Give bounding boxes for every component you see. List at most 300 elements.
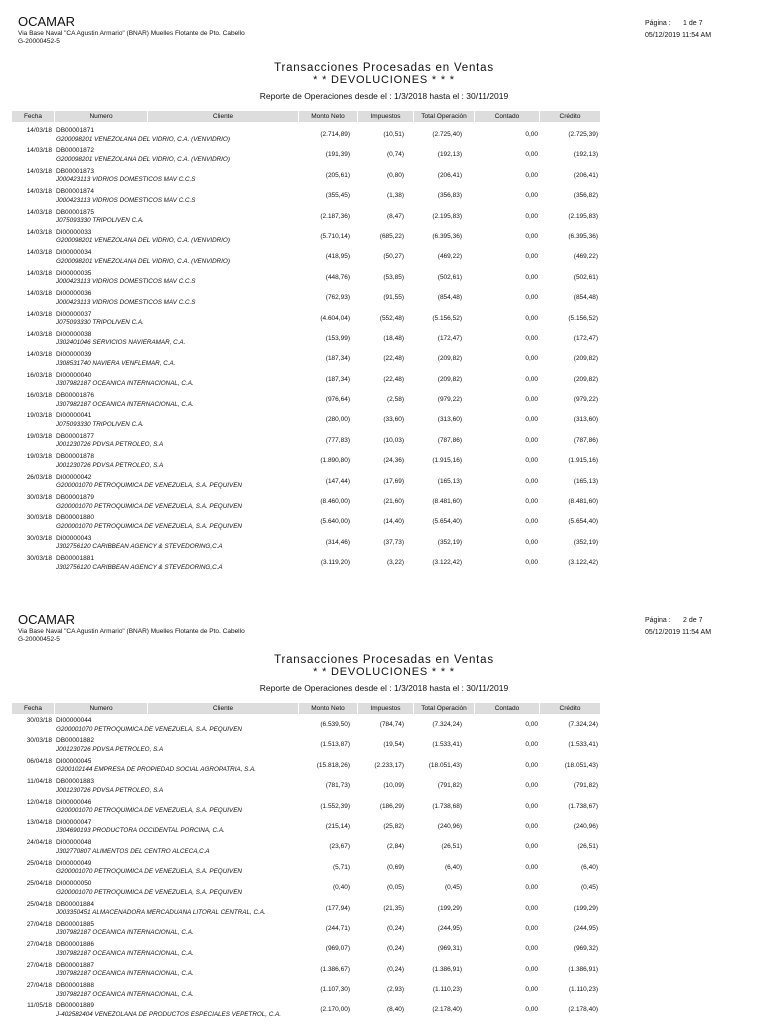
row-total: (3.122,42) [432,559,462,567]
header-total: Total Operación [414,111,475,122]
report-range: Reporte de Operaciones desde el : 1/3/2018 hasta el : 30/11/2019 [259,91,509,101]
table-row [12,288,757,308]
report-datetime: 05/12/2019 11:54 AM [645,32,712,39]
table-header [12,111,757,122]
company-name: OCAMAR [18,14,76,29]
header-credito: Crédito [540,111,601,122]
row-contado: 0,00 [525,863,538,871]
row-total: (969,31) [437,945,462,953]
company-address-block [18,628,245,644]
table-row [12,776,757,796]
row-credito: (502,61) [573,273,598,281]
table-row [12,166,757,186]
row-fecha: 30/03/18 [26,555,52,563]
row-cliente: J003350451 ALMACENADORA MERCADUANA LITORAL CENTRAL, C.A. [56,909,266,917]
row-contado: 0,00 [525,232,538,240]
row-impuestos: (0,24) [387,945,404,953]
row-impuestos: (685,22) [379,232,404,240]
row-impuestos: (10,09) [383,782,404,790]
row-total: (2.195,83) [432,212,462,220]
row-credito: (791,82) [573,782,598,790]
row-numero: DB00001873 [56,167,94,175]
row-contado: 0,00 [525,782,538,790]
table-row [12,390,757,410]
row-credito: (209,82) [573,355,598,363]
row-cliente: G200098201 VENEZOLANA DEL VIDRIO, C.A. (VENVIDRIO) [56,135,230,143]
row-monto-neto: (15.818,26) [316,761,350,769]
table-row [12,227,757,247]
row-cliente: J302756120 CARIBBEAN AGENCY & STEVEDORING,C.A [56,563,223,571]
row-impuestos: (17,69) [383,477,404,485]
row-fecha: 11/04/18 [27,778,52,786]
page-number: 2 de 7 [683,617,703,624]
row-monto-neto: (355,45) [325,192,350,200]
row-fecha: 14/03/18 [26,290,52,298]
row-contado: 0,00 [525,477,538,485]
row-credito: (854,48) [573,294,598,302]
header-contado: Contado [475,111,540,122]
table-row [12,817,757,837]
row-contado: 0,00 [525,924,538,932]
row-contado: 0,00 [525,721,538,728]
row-monto-neto: (23,67) [329,843,350,851]
row-monto-neto: (0,40) [333,884,350,892]
row-impuestos: (22,48) [383,355,404,363]
row-credito: (5.156,52) [568,314,598,322]
row-monto-neto: (314,46) [325,538,350,546]
row-credito: (313,60) [573,416,598,424]
table-row [12,410,757,430]
row-monto-neto: (153,99) [325,334,350,342]
row-credito: (0,45) [581,884,598,892]
row-impuestos: (8,40) [387,1006,404,1014]
table-row [12,960,757,980]
row-cliente: J000423113 VIDRIOS DOMESTICOS MAV C.C.S [56,196,196,204]
row-cliente: J000423113 VIDRIOS DOMESTICOS MAV C.C.S [56,176,196,184]
row-contado: 0,00 [525,171,538,179]
row-contado: 0,00 [525,192,538,200]
row-cliente: G200098201 VENEZOLANA DEL VIDRIO, C.A. (VENVIDRIO) [56,155,230,163]
row-fecha: 25/04/18 [26,880,52,888]
row-fecha: 14/03/18 [26,330,52,338]
row-credito: (240,96) [573,822,598,830]
row-impuestos: (3,22) [387,559,404,567]
row-total: (240,96) [437,822,462,830]
row-numero: DI00000037 [56,310,92,318]
table-row [12,492,757,512]
row-total: (6,40) [445,863,462,871]
row-numero: DI00000048 [56,839,92,847]
table-body [12,125,757,574]
row-contado: 0,00 [525,273,538,281]
row-monto-neto: (191,39) [325,151,350,159]
row-numero: DB00001876 [56,392,94,400]
row-numero: DB00001883 [56,778,94,786]
row-fecha: 30/03/18 [26,514,52,522]
row-fecha: 24/04/18 [26,839,52,847]
row-total: (352,19) [437,538,462,546]
table-row [12,553,757,573]
row-cliente: J001230726 PDVSA PETROLEO, S.A [56,441,164,449]
row-numero: DB00001886 [56,941,94,949]
row-monto-neto: (1.386,67) [320,965,350,973]
row-impuestos: (33,60) [383,416,404,424]
row-contado: 0,00 [525,131,538,138]
row-numero: DI00000046 [56,798,92,806]
row-impuestos: (21,35) [383,904,404,912]
row-credito: (979,22) [573,396,598,404]
page-number: 1 de 7 [683,20,703,27]
table-row [12,268,757,288]
table-row [12,899,757,919]
row-fecha: 30/03/18 [26,717,52,724]
row-fecha: 25/04/18 [26,859,52,867]
row-cliente: J075093330 TRIPOLIVEN C.A. [56,420,144,428]
row-total: (209,82) [437,375,462,383]
row-impuestos: (0,05) [387,884,404,892]
header-monto-neto: Monto Neto [299,703,358,714]
table-header [12,703,757,714]
company-address: Via Base Naval "CA Agustin Armario" (BNAR) Muelles Flotante de Pto. Cabello [18,30,245,37]
row-cliente: J302756120 CARIBBEAN AGENCY & STEVEDORING,C.A [56,543,223,551]
row-total: (192,13) [437,151,462,159]
row-fecha: 19/03/18 [26,432,52,440]
row-fecha: 13/04/18 [26,818,52,826]
row-contado: 0,00 [525,151,538,159]
header-credito: Crédito [540,703,601,714]
report-datetime: 05/12/2019 11:54 AM [645,629,712,636]
row-total: (1.533,41) [432,741,462,749]
row-monto-neto: (6.539,50) [320,721,350,728]
header-fecha: Fecha [12,111,55,122]
row-contado: 0,00 [525,538,538,546]
row-credito: (1.738,67) [568,802,598,810]
row-impuestos: (10,03) [383,436,404,444]
table-row [12,980,757,1000]
row-impuestos: (24,36) [383,457,404,465]
row-total: (165,13) [437,477,462,485]
row-monto-neto: (5.710,14) [320,232,350,240]
report-title: Transacciones Procesadas en Ventas [274,62,494,74]
row-total: (172,47) [437,334,462,342]
row-cliente: J-402582404 VENEZOLANA DE PRODUCTOS ESPECIALES VEPETROL, C.A. [56,1010,282,1018]
row-contado: 0,00 [525,965,538,973]
company-rif: G-20000452-5 [18,38,60,45]
row-monto-neto: (448,76) [325,273,350,281]
row-numero: DI00000039 [56,351,92,359]
row-monto-neto: (2.170,00) [320,1006,350,1014]
row-impuestos: (552,48) [379,314,404,322]
row-monto-neto: (4.604,04) [320,314,350,322]
row-monto-neto: (1.513,87) [320,741,350,749]
row-contado: 0,00 [525,945,538,953]
row-numero: DB00001874 [56,188,94,196]
row-numero: DI00000041 [56,412,92,420]
row-cliente: J307982187 OCEANICA INTERNACIONAL, C.A. [56,400,194,408]
row-fecha: 30/03/18 [26,737,52,745]
page-info [645,615,735,639]
table-row [12,1000,757,1020]
row-fecha: 30/03/18 [26,494,52,502]
row-monto-neto: (976,64) [325,396,350,404]
row-credito: (244,95) [573,924,598,932]
row-fecha: 14/03/18 [26,310,52,318]
row-credito: (1.533,41) [568,741,598,749]
row-credito: (2.195,83) [568,212,598,220]
table-row [12,919,757,939]
row-contado: 0,00 [525,253,538,261]
page-info [645,18,735,42]
report-subtitle: * * DEVOLUCIONES * * * [313,74,455,86]
row-credito: (18.051,43) [564,761,598,769]
header-fecha: Fecha [12,703,55,714]
row-cliente: J001230726 PDVSA PETROLEO, S.A [56,745,164,753]
row-credito: (356,82) [573,192,598,200]
company-address: Via Base Naval "CA Agustin Armario" (BNAR) Muelles Flotante de Pto. Cabello [18,628,245,635]
row-total: (1.386,91) [432,965,462,973]
row-fecha: 27/04/18 [26,982,52,990]
row-fecha: 14/03/18 [26,167,52,175]
row-contado: 0,00 [525,822,538,830]
row-monto-neto: (969,07) [325,945,350,953]
row-fecha: 19/03/18 [26,412,52,420]
row-total: (199,29) [437,904,462,912]
row-total: (313,60) [437,416,462,424]
row-fecha: 16/03/18 [26,371,52,379]
header-cliente: Cliente [148,703,299,714]
row-numero: DB00001884 [56,900,94,908]
page-label: Página : [645,617,671,624]
table-row [12,207,757,227]
row-monto-neto: (1.107,30) [320,986,350,994]
row-monto-neto: (762,93) [325,294,350,302]
row-numero: DI00000044 [56,717,92,724]
row-numero: DI00000040 [56,371,92,379]
row-cliente: G200001070 PETROQUIMICA DE VENEZUELA, S.A. PEQUIVEN [56,502,242,510]
report-page [0,605,768,1024]
table-row [12,247,757,267]
row-impuestos: (8,47) [387,212,404,220]
row-total: (0,45) [445,884,462,892]
row-credito: (469,22) [573,253,598,261]
row-credito: (3.122,42) [568,559,598,567]
table-row [12,797,757,817]
row-contado: 0,00 [525,843,538,851]
header-cliente: Cliente [148,111,299,122]
table-row [12,329,757,349]
table-row [12,186,757,206]
row-numero: DB00001887 [56,961,94,969]
row-fecha: 06/04/18 [26,757,52,765]
row-impuestos: (19,54) [383,741,404,749]
row-fecha: 14/03/18 [26,208,52,216]
row-monto-neto: (187,34) [325,375,350,383]
row-cliente: J307982187 OCEANICA INTERNACIONAL, C.A. [56,970,194,978]
row-contado: 0,00 [525,559,538,567]
row-numero: DI00000034 [56,249,92,257]
row-contado: 0,00 [525,396,538,404]
row-contado: 0,00 [525,904,538,912]
row-impuestos: (18,48) [383,334,404,342]
row-monto-neto: (1.890,80) [320,457,350,465]
row-cliente: J308531740 NAVIERA VENFLEMAR, C.A. [56,359,176,367]
row-total: (7.324,24) [432,721,462,728]
row-numero: DI00000035 [56,269,92,277]
row-contado: 0,00 [525,741,538,749]
row-numero: DB00001877 [56,432,94,440]
row-impuestos: (0,24) [387,965,404,973]
row-impuestos: (14,40) [383,518,404,526]
row-contado: 0,00 [525,375,538,383]
report-range: Reporte de Operaciones desde el : 1/3/2018 hasta el : 30/11/2019 [259,683,509,693]
row-credito: (969,32) [573,945,598,953]
row-monto-neto: (280,00) [325,416,350,424]
row-cliente: J001230726 PDVSA PETROLEO, S.A [56,461,164,469]
row-cliente: J075093330 TRIPOLIVEN C.A. [56,217,144,225]
row-total: (6.395,36) [432,232,462,240]
row-fecha: 27/04/18 [26,961,52,969]
row-total: (5.156,52) [432,314,462,322]
row-numero: DB00001885 [56,920,94,928]
row-numero: DB00001879 [56,494,94,502]
row-credito: (206,41) [573,171,598,179]
row-contado: 0,00 [525,314,538,322]
row-credito: (172,47) [573,334,598,342]
row-contado: 0,00 [525,294,538,302]
row-impuestos: (0,24) [387,924,404,932]
row-monto-neto: (147,44) [325,477,350,485]
row-impuestos: (53,85) [383,273,404,281]
row-monto-neto: (177,94) [325,904,350,912]
table-row [12,939,757,959]
row-cliente: J307982187 OCEANICA INTERNACIONAL, C.A. [56,929,194,937]
table-row [12,451,757,471]
row-contado: 0,00 [525,761,538,769]
row-numero: DB00001878 [56,453,94,461]
row-numero: DB00001882 [56,737,94,745]
row-fecha: 11/05/18 [27,1002,52,1010]
row-impuestos: (0,69) [387,863,404,871]
row-cliente: J001230726 PDVSA PETROLEO, S.A [56,786,164,794]
row-total: (5.654,40) [432,518,462,526]
row-fecha: 16/03/18 [26,392,52,400]
row-total: (1.738,68) [432,802,462,810]
table-row [12,125,757,145]
row-cliente: G200001070 PETROQUIMICA DE VENEZUELA, S.A. PEQUIVEN [56,482,242,490]
row-credito: (352,19) [573,538,598,546]
row-fecha: 27/04/18 [26,920,52,928]
row-total: (244,95) [437,924,462,932]
row-cliente: G200001070 PETROQUIMICA DE VENEZUELA, S.A. PEQUIVEN [56,807,242,815]
row-contado: 0,00 [525,457,538,465]
row-cliente: G200098201 VENEZOLANA DEL VIDRIO, C.A. (VENVIDRIO) [56,237,230,245]
row-contado: 0,00 [525,212,538,220]
row-cliente: J302401046 SERVICIOS NAVIERAMAR, C.A. [56,339,186,347]
row-fecha: 14/03/18 [26,269,52,277]
row-monto-neto: (2.714,89) [320,131,350,138]
row-impuestos: (0,74) [387,151,404,159]
row-monto-neto: (2.187,36) [320,212,350,220]
row-total: (8.481,60) [432,498,462,506]
table-row [12,533,757,553]
row-monto-neto: (205,61) [325,171,350,179]
table-row [12,370,757,390]
row-numero: DI00000033 [56,228,92,236]
row-contado: 0,00 [525,436,538,444]
row-credito: (6.395,36) [568,232,598,240]
row-credito: (165,13) [573,477,598,485]
row-cliente: G200001070 PETROQUIMICA DE VENEZUELA, S.A. PEQUIVEN [56,725,242,733]
row-total: (502,61) [437,273,462,281]
table-row [12,512,757,532]
row-total: (18.051,43) [428,761,462,769]
row-impuestos: (784,74) [379,721,404,728]
row-impuestos: (50,27) [383,253,404,261]
row-numero: DB00001871 [56,127,94,134]
table-row [12,837,757,857]
row-cliente: J000423113 VIDRIOS DOMESTICOS MAV C.C.S [56,298,196,306]
table-row [12,858,757,878]
row-fecha: 25/04/18 [26,900,52,908]
row-monto-neto: (215,14) [325,822,350,830]
row-total: (1.110,23) [432,986,462,994]
row-numero: DI00000036 [56,290,92,298]
table-row [12,145,757,165]
row-cliente: J302770807 ALIMENTOS DEL CENTRO ALCECA,C.A [56,847,210,855]
company-address-block [18,30,245,46]
table-row [12,735,757,755]
row-contado: 0,00 [525,518,538,526]
table-row [12,878,757,898]
row-total: (2.725,40) [432,131,462,138]
row-credito: (1.915,16) [568,457,598,465]
table-row [12,756,757,776]
row-total: (787,86) [437,436,462,444]
table-row [12,309,757,329]
row-credito: (1.386,91) [568,965,598,973]
row-credito: (8.481,60) [568,498,598,506]
row-credito: (192,13) [573,151,598,159]
row-numero: DI00000042 [56,473,92,481]
row-total: (1.915,16) [432,457,462,465]
row-fecha: 12/04/18 [26,798,52,806]
row-cliente: J307982187 OCEANICA INTERNACIONAL, C.A. [56,949,194,957]
row-monto-neto: (3.119,20) [320,559,350,567]
row-credito: (209,82) [573,375,598,383]
report-subtitle: * * DEVOLUCIONES * * * [313,666,455,678]
row-impuestos: (10,51) [383,131,404,138]
row-numero: DI00000038 [56,330,92,338]
header-numero: Numero [55,703,148,714]
row-numero: DB00001888 [56,982,94,990]
row-impuestos: (2.233,17) [374,761,404,769]
row-fecha: 14/03/18 [26,127,52,134]
row-monto-neto: (5.640,00) [320,518,350,526]
row-monto-neto: (418,95) [325,253,350,261]
row-cliente: J000423113 VIDRIOS DOMESTICOS MAV C.C.S [56,278,196,286]
report-titles [0,62,768,101]
row-cliente: G200102144 EMPRESA DE PROPIEDAD SOCIAL AGROPATRIA, S.A. [56,766,257,774]
table-row [12,349,757,369]
row-total: (26,51) [441,843,462,851]
row-cliente: J304690193 PRODUCTORA OCCIDENTAL PORCINA, C.A. [56,827,225,835]
report-title: Transacciones Procesadas en Ventas [274,654,494,666]
company-rif: G-20000452-5 [18,636,60,643]
row-impuestos: (37,73) [383,538,404,546]
row-numero: DI00000050 [56,880,92,888]
row-impuestos: (1,38) [387,192,404,200]
row-contado: 0,00 [525,986,538,994]
